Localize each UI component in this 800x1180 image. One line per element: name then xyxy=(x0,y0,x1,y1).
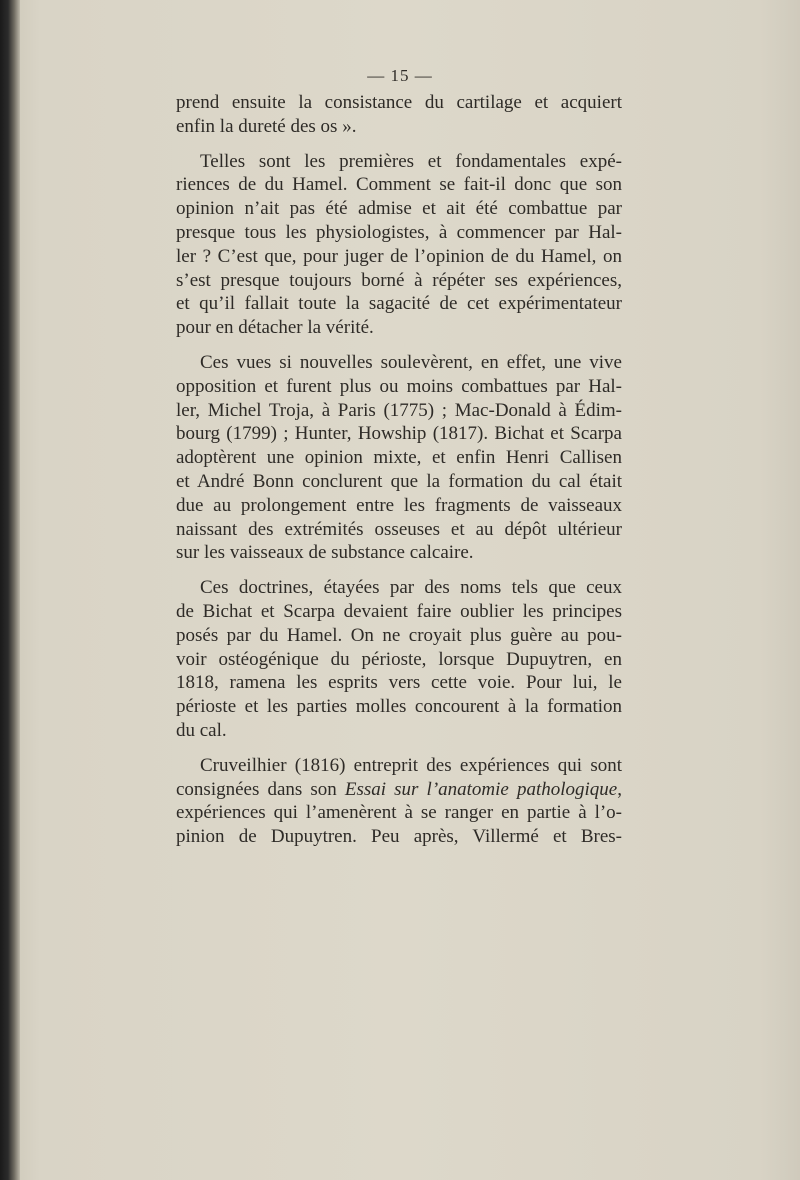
paragraph-1 xyxy=(176,91,622,139)
text-line: Telles sont les premières et fondamentales expé- xyxy=(200,150,622,172)
text-line: riences de du Hamel. Comment se fait-il donc que son xyxy=(176,174,622,196)
page-number: — 15 — xyxy=(367,66,433,85)
text-line xyxy=(176,825,622,849)
paragraph-3 xyxy=(176,351,622,565)
text-line-part: expériences qui l’amenèrent à se ranger en partie à l’o- xyxy=(176,802,622,824)
text-line: sur les vaisseaux de substance calcaire. xyxy=(176,542,474,564)
text-line: et qu’il fallait toute la sagacité de cet expérimentateur xyxy=(176,293,622,315)
text-line: enfin la dureté des os ». xyxy=(176,115,357,137)
text-line xyxy=(176,778,622,802)
paragraph-2 xyxy=(176,150,622,340)
text-line: pour en détacher la vérité. xyxy=(176,317,374,339)
text-line: 1818, ramena les esprits vers cette voie. Pour lui, le xyxy=(176,672,622,694)
text-line: opposition et furent plus ou moins combattues par Hal- xyxy=(176,375,622,397)
text-line: bourg (1799) ; Hunter, Howship (1817). Bichat et Scarpa xyxy=(176,423,622,445)
text-line: Ces doctrines, étayées par des noms tels que ceux xyxy=(200,577,622,599)
text-line: s’est presque toujours borné à répéter ses expériences, xyxy=(176,269,622,291)
text-line-part: consignées dans son xyxy=(176,778,345,800)
text-line: due au prolongement entre les fragments de vaisseaux xyxy=(176,494,622,516)
body-text xyxy=(176,91,622,849)
paragraph-4 xyxy=(176,576,622,743)
text-line xyxy=(176,754,622,778)
text-line: adoptèrent une opinion mixte, et enfin Henri Callisen xyxy=(176,447,622,469)
book-binding-edge xyxy=(0,0,20,1180)
text-line: Ces vues si nouvelles soulevèrent, en effet, une vive xyxy=(200,351,622,373)
text-line: périoste et les parties molles concourent à la formation xyxy=(176,696,622,718)
text-line xyxy=(176,801,622,825)
text-line: ler, Michel Troja, à Paris (1775) ; Mac-Donald à Édim- xyxy=(176,399,622,421)
text-line: du cal. xyxy=(176,719,227,741)
text-line-part: Cruveilhier (1816) entreprit des expériences qui sont xyxy=(200,754,622,776)
paragraph-5 xyxy=(176,754,622,849)
text-line: de Bichat et Scarpa devaient faire oublier les principes xyxy=(176,600,622,622)
text-line: et André Bonn conclurent que la formation du cal était xyxy=(176,470,622,492)
text-line: presque tous les physiologistes, à commencer par Hal- xyxy=(176,221,622,243)
text-line: posés par du Hamel. On ne croyait plus guère au pou- xyxy=(176,624,622,646)
text-line: naissant des extrémités osseuses et au dépôt ultérieur xyxy=(176,518,622,540)
book-title-italic: Essai sur l’anatomie pathologique xyxy=(344,778,618,800)
text-line-part: pinion de Dupuytren. Peu après, Villermé et Bres- xyxy=(176,826,622,848)
text-line-part: , xyxy=(617,778,622,800)
text-line: voir ostéogénique du périoste, lorsque Dupuytren, en xyxy=(176,648,622,670)
text-line: opinion n’ait pas été admise et ait été combattue par xyxy=(176,198,622,220)
text-line: prend ensuite la consistance du cartilage et acquiert xyxy=(176,92,622,113)
text-line: ler ? C’est que, pour juger de l’opinion de du Hamel, on xyxy=(176,245,622,267)
